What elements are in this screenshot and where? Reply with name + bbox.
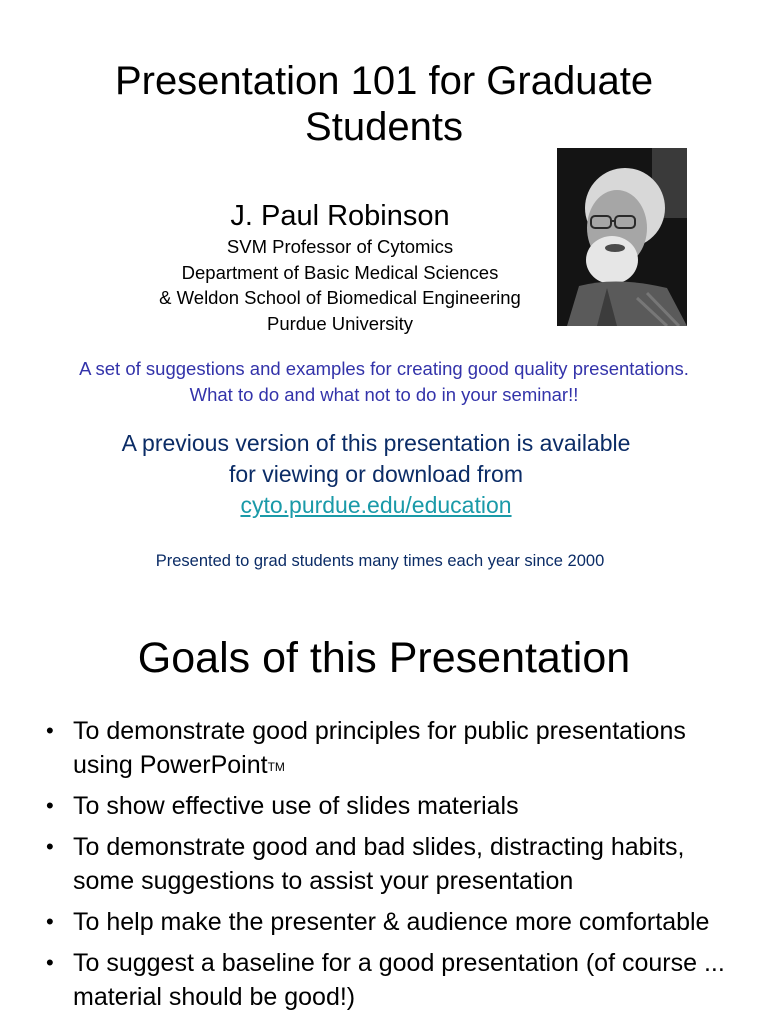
author-university: Purdue University	[266, 312, 413, 334]
presented-note: Presented to grad students many times each year since 2000	[155, 552, 605, 570]
list-item	[0, 830, 768, 898]
slide-title-line-1: Presentation 101 for Graduate	[114, 59, 654, 103]
suggestions-text	[0, 356, 768, 407]
list-item-text: To suggest a baseline for a good presentation (of course ... material should be good!)	[73, 949, 725, 1011]
list-item-text: To help make the presenter & audience more comfortable	[73, 908, 710, 936]
list-item-text: To show effective use of slides materials	[73, 792, 519, 820]
list-item	[0, 789, 768, 823]
previous-version-note	[0, 428, 752, 521]
slide-title	[0, 58, 768, 150]
suggestions-line-1: A set of suggestions and examples for creating good quality presentations.	[79, 358, 689, 379]
suggestions-line-2: What to do and what not to do in your seminar!!	[189, 383, 579, 405]
author-block	[130, 198, 550, 336]
previous-line-2: for viewing or download from	[228, 461, 524, 487]
author-name: J. Paul Robinson	[230, 200, 450, 232]
goals-slide	[0, 590, 768, 1024]
goals-title: Goals of this Presentation	[137, 634, 631, 682]
list-item	[0, 946, 768, 1014]
list-item	[0, 905, 768, 939]
previous-line-1: A previous version of this presentation is available	[121, 430, 631, 456]
author-photo	[557, 148, 687, 326]
author-position: SVM Professor of Cytomics	[226, 236, 454, 257]
slide-title-line-2: Students	[305, 105, 463, 149]
bullet-icon: •	[46, 909, 54, 934]
list-item-text: To demonstrate good principles for public presentations using PowerPoint	[73, 717, 686, 779]
education-link[interactable]: cyto.purdue.edu/education	[240, 492, 512, 518]
list-item-text: To demonstrate good and bad slides, distracting habits, some suggestions to assist your presentation	[73, 833, 685, 895]
goals-list	[0, 714, 768, 1021]
bullet-icon: •	[46, 950, 54, 975]
trademark-mark: TM	[267, 760, 285, 774]
list-item	[0, 714, 768, 782]
author-department: Department of Basic Medical Sciences	[181, 261, 499, 283]
author-school: & Weldon School of Biomedical Engineering	[159, 287, 521, 308]
bullet-icon: •	[46, 834, 54, 859]
bullet-icon: •	[46, 793, 54, 818]
bullet-icon: •	[46, 718, 54, 743]
